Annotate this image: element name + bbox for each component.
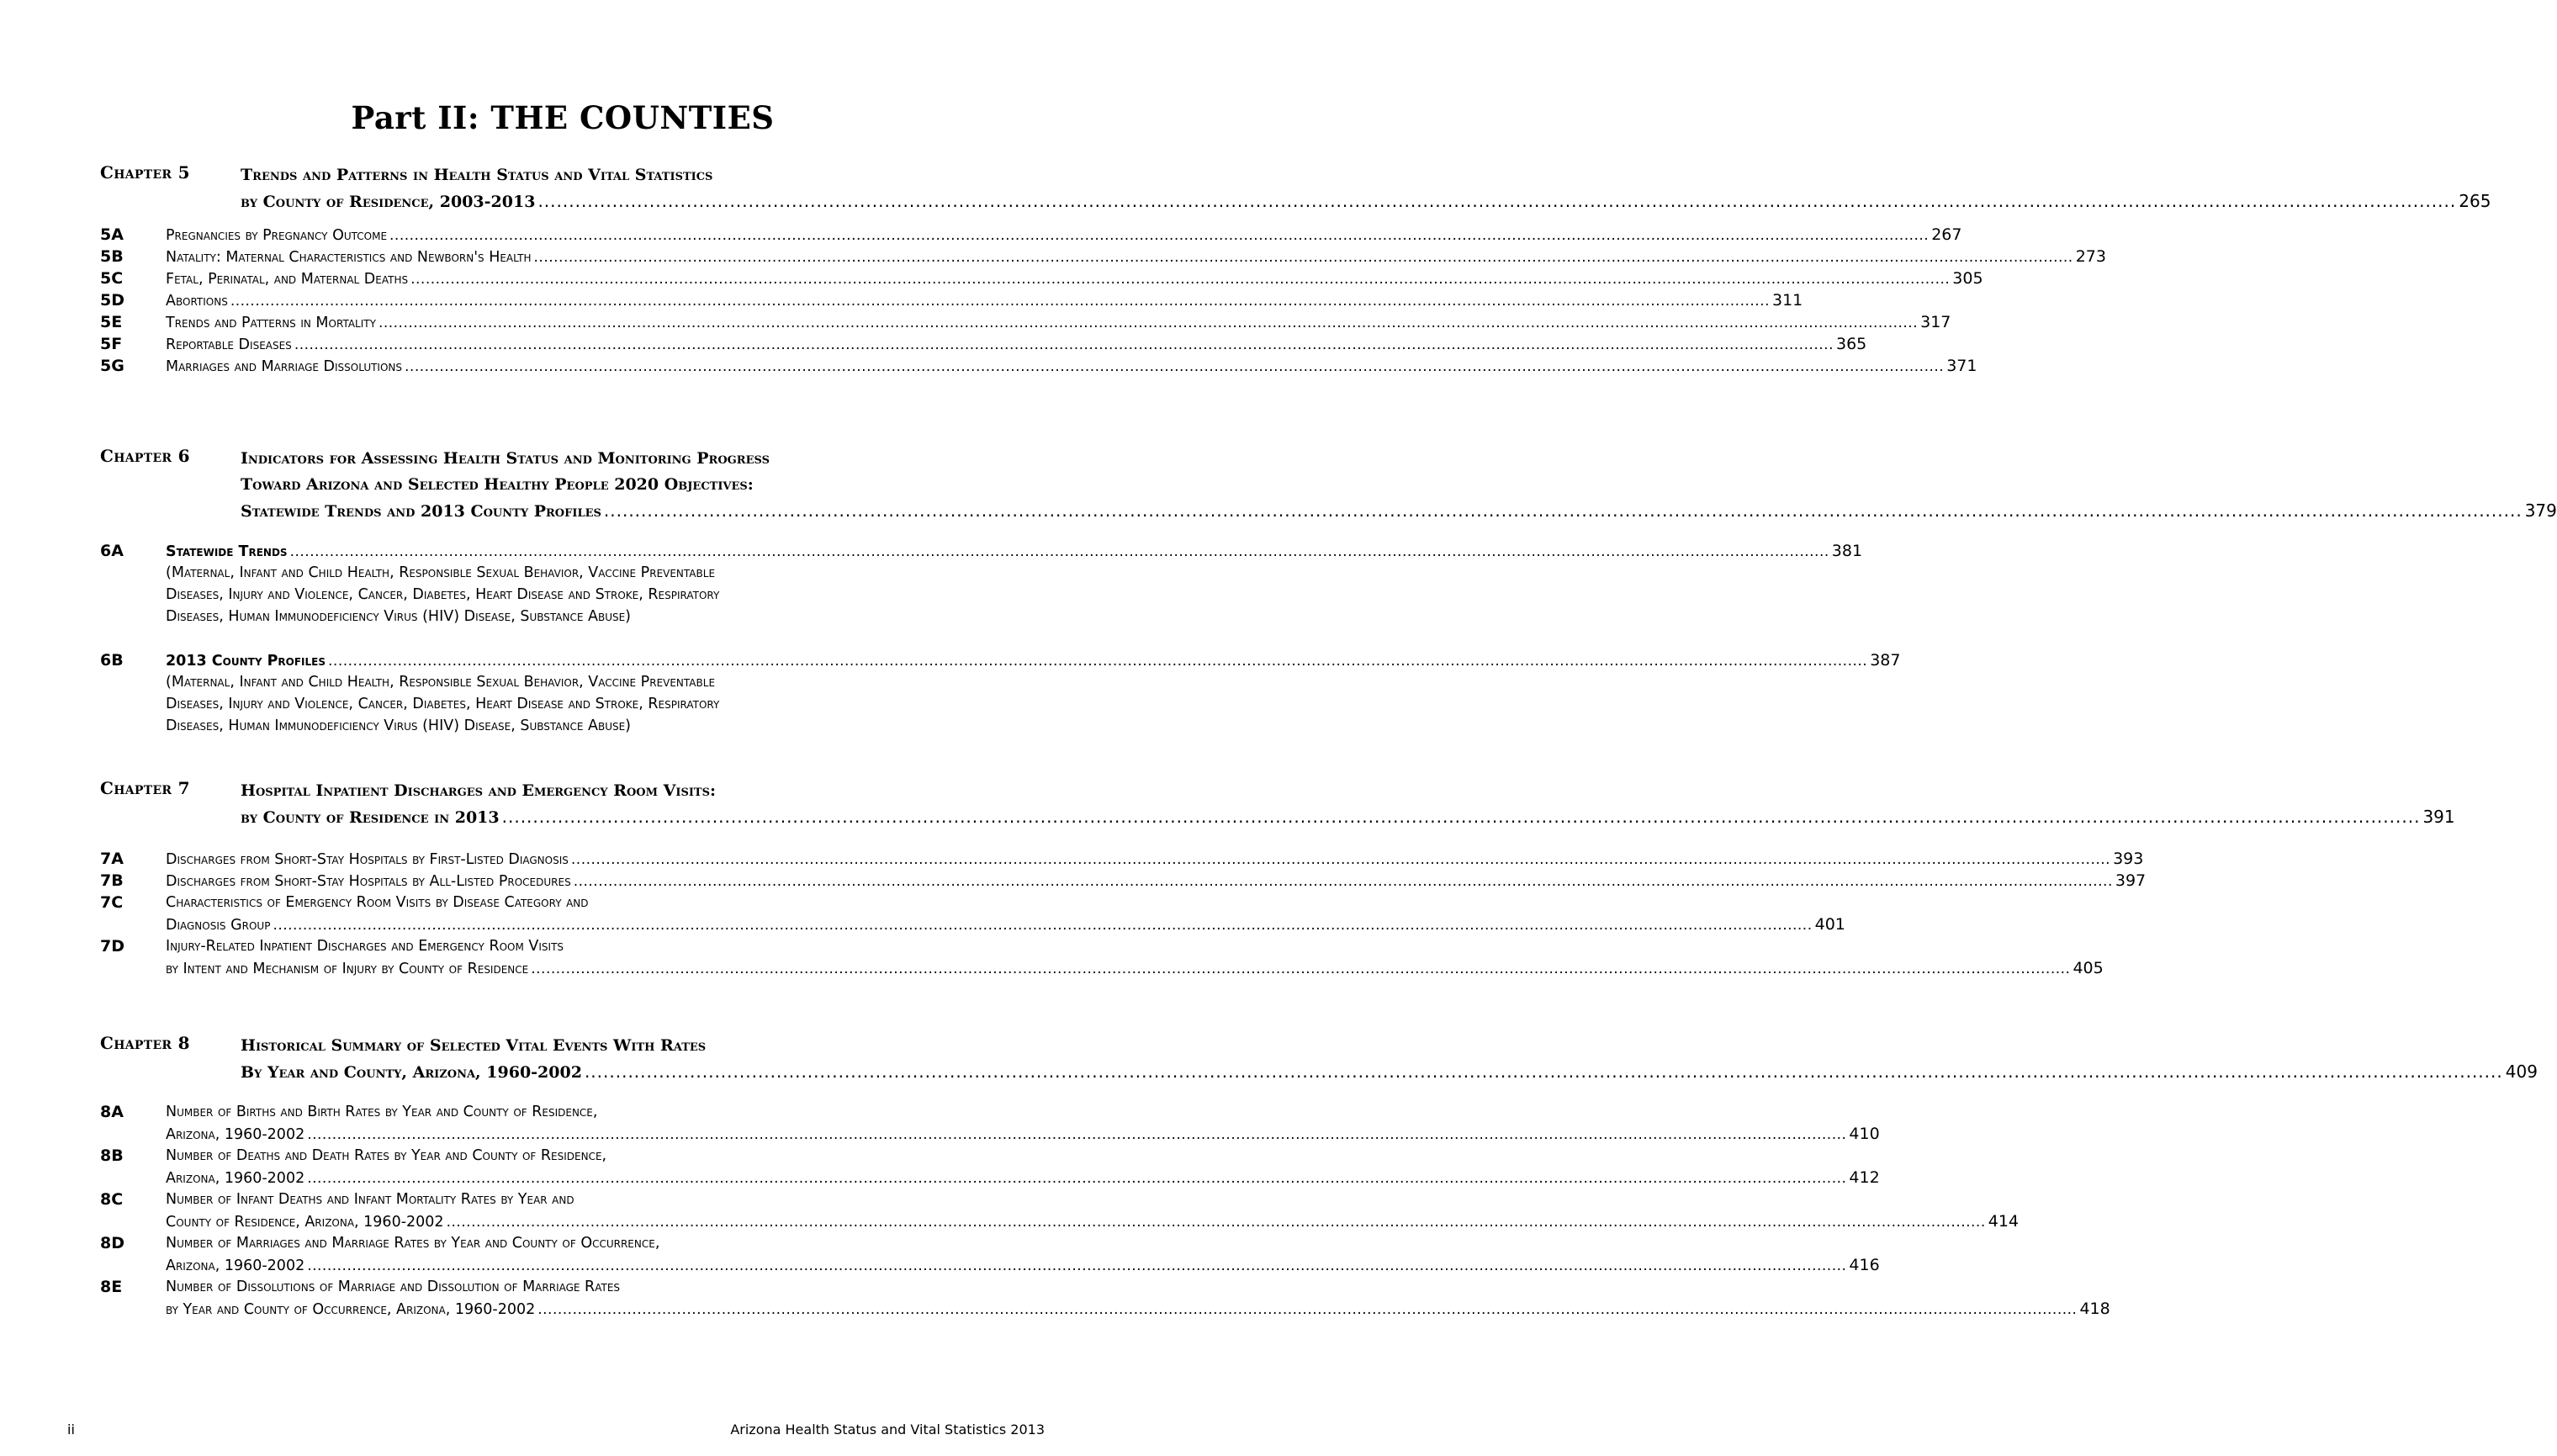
chapter-label: Chapter 6 (100, 446, 190, 466)
chapter-5-entries (100, 224, 2106, 377)
page-number: 409 (2505, 1062, 2538, 1082)
entry-id: 8B (100, 1146, 124, 1165)
toc-entry[interactable]: 5G Marriages and Marriage Dissolutions ..... 371 (100, 355, 1025, 377)
toc-entry[interactable]: 5E Trends and Patterns in Mortality ..... 317 (100, 311, 1025, 333)
toc-entry[interactable]: 7D Injury-Related Inpatient Discharges and Emergency Room Visits by Intent and Mechanism of Injury by County of Residence ..... 405 (100, 935, 1025, 979)
chapter-title-line: Toward Arizona and Selected Healthy People 2020 Objectives: (241, 475, 754, 494)
page-number: 379 (2524, 500, 2557, 521)
toc-entry[interactable]: 5F Reportable Diseases ..... 365 (100, 333, 1025, 355)
chapter-label: Chapter 8 (100, 1033, 190, 1053)
chapter-6-heading[interactable] (100, 446, 2557, 524)
entry-id: 5B (100, 247, 124, 266)
toc-entry[interactable]: 7A Discharges from Short-Stay Hospitals by First-Listed Diagnosis ..... 393 (100, 848, 1025, 870)
chapter-8-entries (100, 1101, 2110, 1320)
toc-entry[interactable]: 7C Characteristics of Emergency Room Visits by Disease Category and Diagnosis Group ..... 401 (100, 892, 1025, 935)
chapter-title-line: Hospital Inpatient Discharges and Emergency Room Visits: (241, 781, 717, 800)
toc-entry[interactable]: 6A Statewide Trends ..... 381 (Maternal, Infant and Child Health, Responsible Sexual Behavior, Vaccine Preventable Diseases, Injury and Violence, Cancer, Diabetes, Heart Disease and Stroke, Respiratory Diseases, Human Immunodeficiency Virus (HIV) Disease, Substance Abuse) (100, 540, 1025, 627)
entry-id: 7C (100, 893, 124, 912)
entry-id: 7A (100, 850, 124, 868)
toc-entry[interactable]: 8C Number of Infant Deaths and Infant Mortality Rates by Year and County of Residence, Arizona, 1960-2002 ..... 414 (100, 1189, 1025, 1232)
chapter-7-heading[interactable] (100, 778, 2455, 830)
toc-entry[interactable]: 5D Abortions ..... 311 (100, 289, 1025, 311)
page-number: 265 (2459, 191, 2491, 211)
entry-id: 5D (100, 291, 124, 310)
chapter-8-heading[interactable] (100, 1033, 2538, 1085)
entry-id: 7D (100, 937, 124, 956)
entry-id: 6A (100, 542, 124, 560)
toc-entry[interactable]: 5B Natality: Maternal Characteristics and Newborn's Health ..... 273 (100, 246, 1025, 267)
toc-entry[interactable]: 5A Pregnancies by Pregnancy Outcome ..... 267 (100, 224, 1025, 246)
toc-entry[interactable]: 8D Number of Marriages and Marriage Rates by Year and County of Occurrence, Arizona, 1960-2002 ..... 416 (100, 1232, 1025, 1276)
chapter-label: Chapter 5 (100, 162, 190, 183)
toc-entry[interactable]: 8B Number of Deaths and Death Rates by Year and County of Residence, Arizona, 1960-2002 ..... 412 (100, 1145, 1025, 1189)
chapter-6-entries (100, 540, 1901, 737)
page-number: 391 (2422, 807, 2455, 827)
entry-id: 5F (100, 335, 123, 353)
toc-entry[interactable]: 8E Number of Dissolutions of Marriage and Dissolution of Marriage Rates by Year and County of Occurrence, Arizona, 1960-2002 ..... 418 (100, 1276, 1025, 1320)
chapter-title-line: Historical Summary of Selected Vital Events With Rates (241, 1036, 707, 1055)
entry-id: 7B (100, 871, 124, 890)
entry-id: 8C (100, 1190, 124, 1209)
toc-entry[interactable]: 8A Number of Births and Birth Rates by Year and County of Residence, Arizona, 1960-2002 ..... 410 (100, 1101, 1025, 1145)
footer-publication: Arizona Health Status and Vital Statistics 2013 (730, 1422, 1045, 1437)
chapter-7-entries (100, 848, 2147, 979)
chapter-title-line: Trends and Patterns in Health Status and Vital Statistics (241, 166, 713, 184)
chapter-title-line: by County of Residence, 2003-2013 ..... 265 (241, 188, 1166, 214)
entry-id: 5C (100, 269, 124, 288)
chapter-label: Chapter 7 (100, 778, 190, 798)
chapter-title-line: By Year and County, Arizona, 1960-2002 ..... 409 (241, 1059, 1166, 1085)
entry-id: 8E (100, 1278, 123, 1296)
entry-id: 5G (100, 357, 124, 375)
chapter-5-heading[interactable] (100, 162, 2491, 214)
toc-entry[interactable]: 6B 2013 County Profiles ..... 387 (Maternal, Infant and Child Health, Responsible Sexual Behavior, Vaccine Preventable Diseases, Injury and Violence, Cancer, Diabetes, Heart Disease and Stroke, Respiratory Diseases, Human Immunodeficiency Virus (HIV) Disease, Substance Abuse) (100, 649, 1025, 737)
entry-id: 8D (100, 1234, 124, 1252)
entry-id: 5A (100, 225, 124, 244)
entry-id: 6B (100, 651, 124, 670)
entry-id: 5E (100, 313, 123, 331)
chapter-title-line: by County of Residence in 2013 ..... 391 (241, 804, 1166, 830)
entry-id: 8A (100, 1103, 124, 1121)
page-title: Part II: THE COUNTIES (351, 99, 775, 136)
toc-entry[interactable]: 7B Discharges from Short-Stay Hospitals by All-Listed Procedures ..... 397 (100, 870, 1025, 892)
chapter-title-line: Statewide Trends and 2013 County Profiles ..... 379 (241, 498, 1166, 524)
footer-page-number: ii (67, 1422, 75, 1437)
toc-entry[interactable]: 5C Fetal, Perinatal, and Maternal Deaths ..... 305 (100, 267, 1025, 289)
chapter-title-line: Indicators for Assessing Health Status and Monitoring Progress (241, 449, 770, 468)
